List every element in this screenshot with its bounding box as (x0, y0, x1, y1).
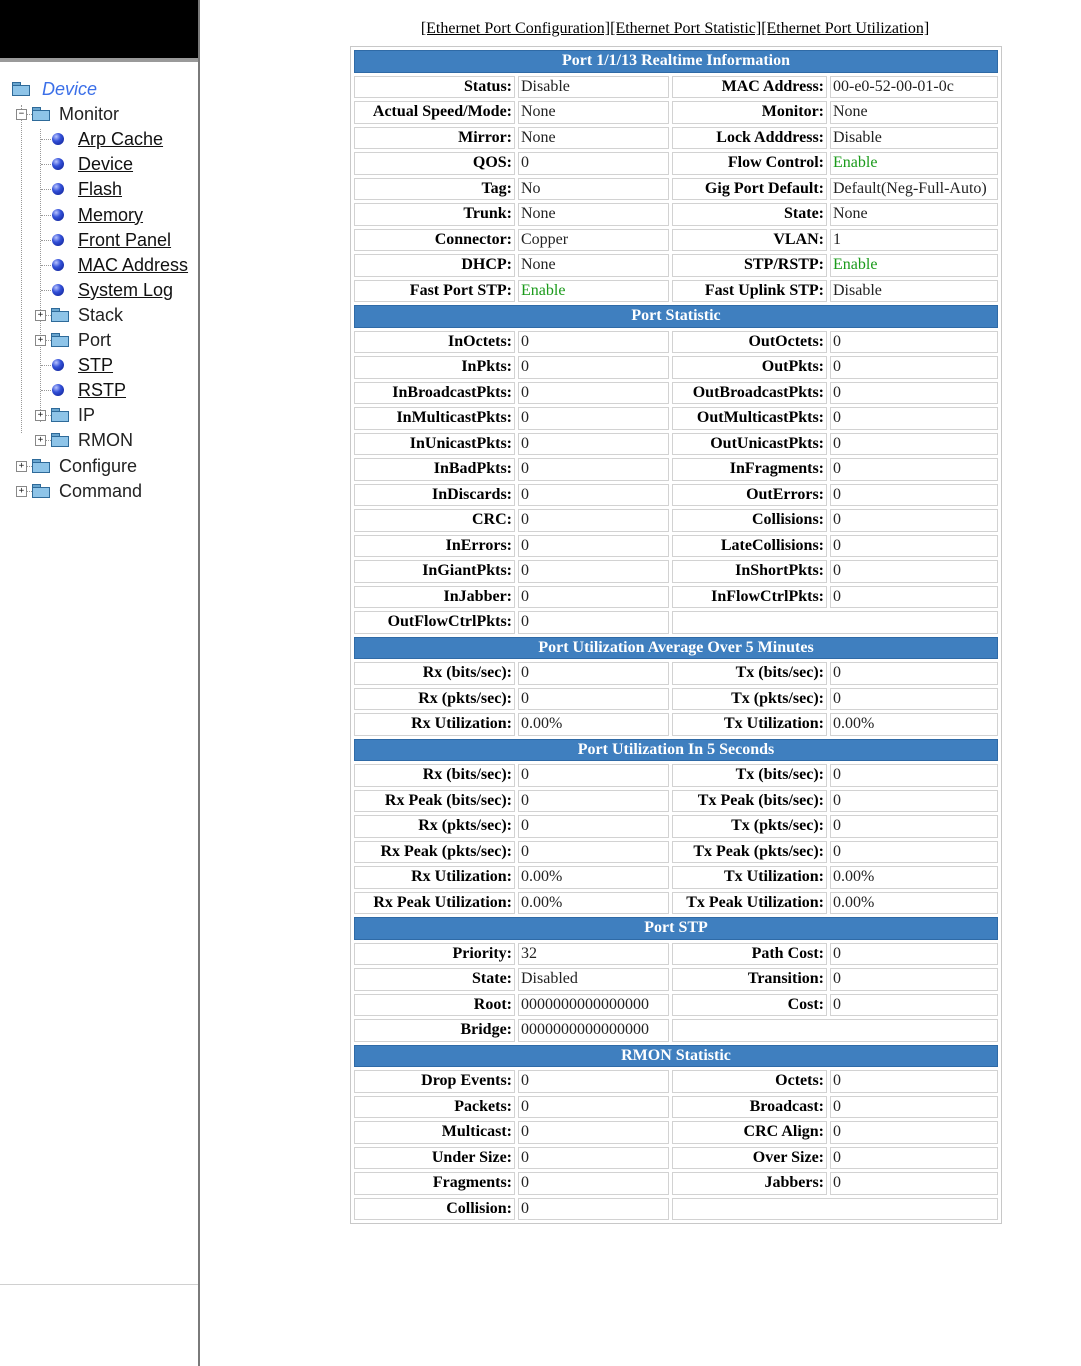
fast-uplink-stp-value: Disable (830, 280, 998, 303)
table-row (354, 509, 998, 532)
sidebar-bottom-divider (0, 1284, 198, 1285)
jabbers-value: 0 (830, 1172, 998, 1195)
jabbers-label: Jabbers: (672, 1172, 827, 1195)
outerrors-label: OutErrors: (672, 484, 827, 507)
table-row (354, 892, 998, 915)
table-row (354, 713, 998, 736)
table-row (354, 968, 998, 991)
tree-item-label[interactable]: Memory (78, 204, 144, 225)
root-folder-icon (12, 82, 29, 94)
tree-connector-line (27, 114, 32, 115)
latecollisions-value: 0 (830, 535, 998, 558)
priority-label: Priority: (354, 943, 515, 966)
dhcp-label: DHCP: (354, 254, 515, 277)
gig-port-default-label: Gig Port Default: (672, 178, 827, 201)
tree-connector-line (46, 340, 51, 341)
state-value: Disabled (518, 968, 669, 991)
tx-pkts-sec-label: Tx (pkts/sec): (672, 688, 827, 711)
tag-label: Tag: (354, 178, 515, 201)
expand-icon[interactable]: + (35, 335, 46, 346)
tree-root-label[interactable]: Device (42, 79, 98, 99)
table-row (354, 1070, 998, 1093)
inunicastpkts-label: InUnicastPkts: (354, 433, 515, 456)
root-value: 0000000000000000 (518, 994, 669, 1017)
section-title-port-utilization-in-5-seconds: Port Utilization In 5 Seconds (354, 739, 998, 762)
expand-icon[interactable]: + (16, 461, 27, 472)
inflowctrlpkts-value: 0 (830, 586, 998, 609)
indiscards-label: InDiscards: (354, 484, 515, 507)
packets-label: Packets: (354, 1096, 515, 1119)
inshortpkts-label: InShortPkts: (672, 560, 827, 583)
bullet-icon (52, 284, 64, 296)
collisions-label: Collisions: (672, 509, 827, 532)
tree-connector-line (27, 466, 32, 467)
expand-icon[interactable]: + (16, 486, 27, 497)
table-row (354, 994, 998, 1017)
tree-connector-line (27, 491, 32, 492)
tree-item-label[interactable]: RSTP (78, 380, 127, 401)
crc-align-label: CRC Align: (672, 1121, 827, 1144)
dhcp-value: None (518, 254, 669, 277)
outmulticastpkts-value: 0 (830, 407, 998, 430)
folder-icon (32, 484, 49, 496)
multicast-value: 0 (518, 1121, 669, 1144)
folder-icon (51, 333, 68, 345)
bullet-icon (52, 259, 64, 271)
tx-peak-pkts-sec-value: 0 (830, 841, 998, 864)
rx-bits-sec-value: 0 (518, 764, 669, 787)
table-row (354, 127, 998, 150)
vlan-label: VLAN: (672, 229, 827, 252)
tx-bits-sec-value: 0 (830, 662, 998, 685)
stp-rstp-value: Enable (830, 254, 998, 277)
bullet-icon (52, 183, 64, 195)
table-row (354, 1147, 998, 1170)
table-row (354, 1172, 998, 1195)
sidebar-header-bar (0, 0, 198, 58)
ingiantpkts-label: InGiantPkts: (354, 560, 515, 583)
table-row (354, 407, 998, 430)
tree-item-label[interactable]: Flash (78, 179, 123, 200)
fragments-label: Fragments: (354, 1172, 515, 1195)
qos-value: 0 (518, 152, 669, 175)
sidebar (0, 0, 200, 1366)
inpkts-label: InPkts: (354, 356, 515, 379)
broadcast-label: Broadcast: (672, 1096, 827, 1119)
table-row (354, 662, 998, 685)
table-row (354, 280, 998, 303)
inbroadcastpkts-label: InBroadcastPkts: (354, 382, 515, 405)
rx-pkts-sec-label: Rx (pkts/sec): (354, 815, 515, 838)
expand-icon[interactable]: + (35, 435, 46, 446)
table-row (354, 764, 998, 787)
rx-peak-bits-sec-value: 0 (518, 790, 669, 813)
path-cost-label: Path Cost: (672, 943, 827, 966)
table-row (354, 688, 998, 711)
inpkts-value: 0 (518, 356, 669, 379)
collision-value: 0 (518, 1198, 669, 1221)
tree-connector-line (21, 105, 22, 433)
fast-port-stp-value: Enable (518, 280, 669, 303)
inerrors-label: InErrors: (354, 535, 515, 558)
folder-icon (51, 408, 68, 420)
outflowctrlpkts-value: 0 (518, 611, 669, 634)
port-page-links (350, 20, 1000, 38)
mirror-value: None (518, 127, 669, 150)
connector-label: Connector: (354, 229, 515, 252)
rx-bits-sec-value: 0 (518, 662, 669, 685)
state-label: State: (672, 203, 827, 226)
tx-pkts-sec-value: 0 (830, 688, 998, 711)
broadcast-value: 0 (830, 1096, 998, 1119)
transition-label: Transition: (672, 968, 827, 991)
rx-utilization-label: Rx Utilization: (354, 866, 515, 889)
tx-utilization-label: Tx Utilization: (672, 866, 827, 889)
section-title-port-statistic: Port Statistic (354, 305, 998, 328)
infragments-label: InFragments: (672, 458, 827, 481)
table-row (354, 790, 998, 813)
bullet-icon (52, 158, 64, 170)
outpkts-value: 0 (830, 356, 998, 379)
tx-bits-sec-label: Tx (bits/sec): (672, 662, 827, 685)
tree-item-label: Command (59, 480, 143, 501)
rx-peak-bits-sec-label: Rx Peak (bits/sec): (354, 790, 515, 813)
collision-label: Collision: (354, 1198, 515, 1221)
rx-utilization-value: 0.00% (518, 866, 669, 889)
tree-item-label[interactable]: MAC Address (78, 254, 189, 275)
tx-pkts-sec-value: 0 (830, 815, 998, 838)
table-row (354, 76, 998, 99)
table-row (354, 203, 998, 226)
tx-bits-sec-label: Tx (bits/sec): (672, 764, 827, 787)
actual-speed-mode-label: Actual Speed/Mode: (354, 101, 515, 124)
mac-address-label: MAC Address: (672, 76, 827, 99)
section-header-row (354, 917, 998, 940)
rx-peak-utilization-label: Rx Peak Utilization: (354, 892, 515, 915)
section-header-row (354, 637, 998, 660)
indiscards-value: 0 (518, 484, 669, 507)
rx-utilization-value: 0.00% (518, 713, 669, 736)
table-row (354, 535, 998, 558)
table-row (354, 178, 998, 201)
section-header-row (354, 50, 998, 73)
under-size-label: Under Size: (354, 1147, 515, 1170)
outunicastpkts-label: OutUnicastPkts: (672, 433, 827, 456)
tx-peak-pkts-sec-label: Tx Peak (pkts/sec): (672, 841, 827, 864)
mac-address-value: 00-e0-52-00-01-0c (830, 76, 998, 99)
section-header-row (354, 305, 998, 328)
flow-control-value: Enable (830, 152, 998, 175)
over-size-label: Over Size: (672, 1147, 827, 1170)
table-row (354, 611, 998, 634)
expand-icon[interactable]: + (35, 410, 46, 421)
inbadpkts-value: 0 (518, 458, 669, 481)
table-row (354, 356, 998, 379)
octets-label: Octets: (672, 1070, 827, 1093)
collapse-icon[interactable]: − (16, 109, 27, 120)
table-row (354, 458, 998, 481)
empty-cell (672, 611, 998, 634)
cost-value: 0 (830, 994, 998, 1017)
inmulticastpkts-label: InMulticastPkts: (354, 407, 515, 430)
rx-utilization-label: Rx Utilization: (354, 713, 515, 736)
mirror-label: Mirror: (354, 127, 515, 150)
latecollisions-label: LateCollisions: (672, 535, 827, 558)
outmulticastpkts-label: OutMulticastPkts: (672, 407, 827, 430)
inoctets-value: 0 (518, 331, 669, 354)
tree-item-label: IP (78, 405, 96, 426)
table-row (354, 229, 998, 252)
collisions-value: 0 (830, 509, 998, 532)
trunk-value: None (518, 203, 669, 226)
infragments-value: 0 (830, 458, 998, 481)
crc-value: 0 (518, 509, 669, 532)
root-label: Root: (354, 994, 515, 1017)
table-row (354, 1121, 998, 1144)
table-row (354, 815, 998, 838)
tx-peak-utilization-label: Tx Peak Utilization: (672, 892, 827, 915)
priority-value: 32 (518, 943, 669, 966)
tx-bits-sec-value: 0 (830, 764, 998, 787)
bridge-value: 0000000000000000 (518, 1019, 669, 1042)
rx-pkts-sec-label: Rx (pkts/sec): (354, 688, 515, 711)
inmulticastpkts-value: 0 (518, 407, 669, 430)
tree-item-label[interactable]: System Log (78, 279, 174, 300)
tx-utilization-label: Tx Utilization: (672, 713, 827, 736)
section-title-port-utilization-average-over-5-minutes: Port Utilization Average Over 5 Minutes (354, 637, 998, 660)
actual-speed-mode-value: None (518, 101, 669, 124)
tree-item-label[interactable]: Front Panel (78, 229, 172, 250)
tree-connector-line (46, 315, 51, 316)
rx-peak-utilization-value: 0.00% (518, 892, 669, 915)
table-row (354, 254, 998, 277)
tag-value: No (518, 178, 669, 201)
rx-peak-pkts-sec-value: 0 (518, 841, 669, 864)
tree-item-label[interactable]: STP (78, 355, 114, 376)
packets-value: 0 (518, 1096, 669, 1119)
table-row (354, 841, 998, 864)
tree-item-label: Configure (59, 455, 138, 476)
section-header-row (354, 1045, 998, 1068)
table-row (354, 433, 998, 456)
inoctets-label: InOctets: (354, 331, 515, 354)
over-size-value: 0 (830, 1147, 998, 1170)
inshortpkts-value: 0 (830, 560, 998, 583)
monitor-value: None (830, 101, 998, 124)
empty-cell (672, 1198, 998, 1221)
injabber-value: 0 (518, 586, 669, 609)
rx-bits-sec-label: Rx (bits/sec): (354, 764, 515, 787)
outoctets-value: 0 (830, 331, 998, 354)
folder-icon (51, 308, 68, 320)
state-value: None (830, 203, 998, 226)
monitor-label: Monitor: (672, 101, 827, 124)
gig-port-default-value: Default(Neg-Full-Auto) (830, 178, 998, 201)
cost-label: Cost: (672, 994, 827, 1017)
outoctets-label: OutOctets: (672, 331, 827, 354)
octets-value: 0 (830, 1070, 998, 1093)
tx-pkts-sec-label: Tx (pkts/sec): (672, 815, 827, 838)
tree-item-label: Port (78, 330, 112, 350)
lock-adddress-label: Lock Adddress: (672, 127, 827, 150)
outerrors-value: 0 (830, 484, 998, 507)
under-size-value: 0 (518, 1147, 669, 1170)
inflowctrlpkts-label: InFlowCtrlPkts: (672, 586, 827, 609)
drop-events-value: 0 (518, 1070, 669, 1093)
inerrors-value: 0 (518, 535, 669, 558)
injabber-label: InJabber: (354, 586, 515, 609)
rx-pkts-sec-value: 0 (518, 688, 669, 711)
outunicastpkts-value: 0 (830, 433, 998, 456)
bullet-icon (52, 384, 64, 396)
tree-connector-line (46, 415, 51, 416)
status-value: Disable (518, 76, 669, 99)
outbroadcastpkts-value: 0 (830, 382, 998, 405)
tx-peak-bits-sec-label: Tx Peak (bits/sec): (672, 790, 827, 813)
open-folder-icon (32, 107, 49, 119)
folder-icon (51, 433, 68, 445)
crc-align-value: 0 (830, 1121, 998, 1144)
expand-icon[interactable]: + (35, 310, 46, 321)
section-title-port-stp: Port STP (354, 917, 998, 940)
empty-cell (672, 1019, 998, 1042)
connector-value: Copper (518, 229, 669, 252)
inbadpkts-label: InBadPkts: (354, 458, 515, 481)
tx-peak-utilization-value: 0.00% (830, 892, 998, 915)
rx-pkts-sec-value: 0 (518, 815, 669, 838)
table-row (354, 560, 998, 583)
flow-control-label: Flow Control: (672, 152, 827, 175)
table-row (354, 382, 998, 405)
tree-connector-line (46, 440, 51, 441)
table-row (354, 866, 998, 889)
fast-uplink-stp-label: Fast Uplink STP: (672, 280, 827, 303)
table-row (354, 943, 998, 966)
bullet-icon (52, 234, 64, 246)
section-title-rmon-statistic: RMON Statistic (354, 1045, 998, 1068)
tree-item-label[interactable]: Device (78, 154, 134, 175)
tree-item-label: RMON (78, 430, 133, 451)
sidebar-divider (0, 58, 198, 62)
tree-item-label: Stack (78, 304, 124, 325)
section-header-row (354, 739, 998, 762)
bullet-icon (52, 209, 64, 221)
transition-value: 0 (830, 968, 998, 991)
ingiantpkts-value: 0 (518, 560, 669, 583)
fast-port-stp-label: Fast Port STP: (354, 280, 515, 303)
status-label: Status: (354, 76, 515, 99)
table-row (354, 586, 998, 609)
bridge-label: Bridge: (354, 1019, 515, 1042)
ethernet-port-statistic-link[interactable]: [Ethernet Port Statistic] (610, 20, 762, 37)
section-title-port-1-1-13-realtime-information: Port 1/1/13 Realtime Information (354, 50, 998, 73)
table-row (354, 101, 998, 124)
bullet-icon (52, 133, 64, 145)
fragments-value: 0 (518, 1172, 669, 1195)
tx-utilization-value: 0.00% (830, 713, 998, 736)
folder-icon (32, 459, 49, 471)
inbroadcastpkts-value: 0 (518, 382, 669, 405)
bullet-icon (52, 359, 64, 371)
ethernet-port-configuration-link[interactable]: [Ethernet Port Configuration] (420, 20, 611, 37)
table-row (354, 1019, 998, 1042)
port-info-table (350, 46, 1002, 1224)
crc-label: CRC: (354, 509, 515, 532)
outbroadcastpkts-label: OutBroadcastPkts: (672, 382, 827, 405)
inunicastpkts-value: 0 (518, 433, 669, 456)
vlan-value: 1 (830, 229, 998, 252)
stp-rstp-label: STP/RSTP: (672, 254, 827, 277)
qos-label: QOS: (354, 152, 515, 175)
ethernet-port-utilization-link[interactable]: [Ethernet Port Utilization] (761, 20, 930, 37)
rx-bits-sec-label: Rx (bits/sec): (354, 662, 515, 685)
tx-utilization-value: 0.00% (830, 866, 998, 889)
tree-connector-line (40, 129, 41, 422)
rx-peak-pkts-sec-label: Rx Peak (pkts/sec): (354, 841, 515, 864)
table-row (354, 484, 998, 507)
lock-adddress-value: Disable (830, 127, 998, 150)
path-cost-value: 0 (830, 943, 998, 966)
outflowctrlpkts-label: OutFlowCtrlPkts: (354, 611, 515, 634)
table-row (354, 1096, 998, 1119)
tree-item-label: Monitor (59, 104, 120, 125)
state-label: State: (354, 968, 515, 991)
table-row (354, 1198, 998, 1221)
tx-peak-bits-sec-value: 0 (830, 790, 998, 813)
drop-events-label: Drop Events: (354, 1070, 515, 1093)
table-row (354, 331, 998, 354)
multicast-label: Multicast: (354, 1121, 515, 1144)
trunk-label: Trunk: (354, 203, 515, 226)
outpkts-label: OutPkts: (672, 356, 827, 379)
tree-item-label[interactable]: Arp Cache (78, 129, 164, 150)
table-row (354, 152, 998, 175)
